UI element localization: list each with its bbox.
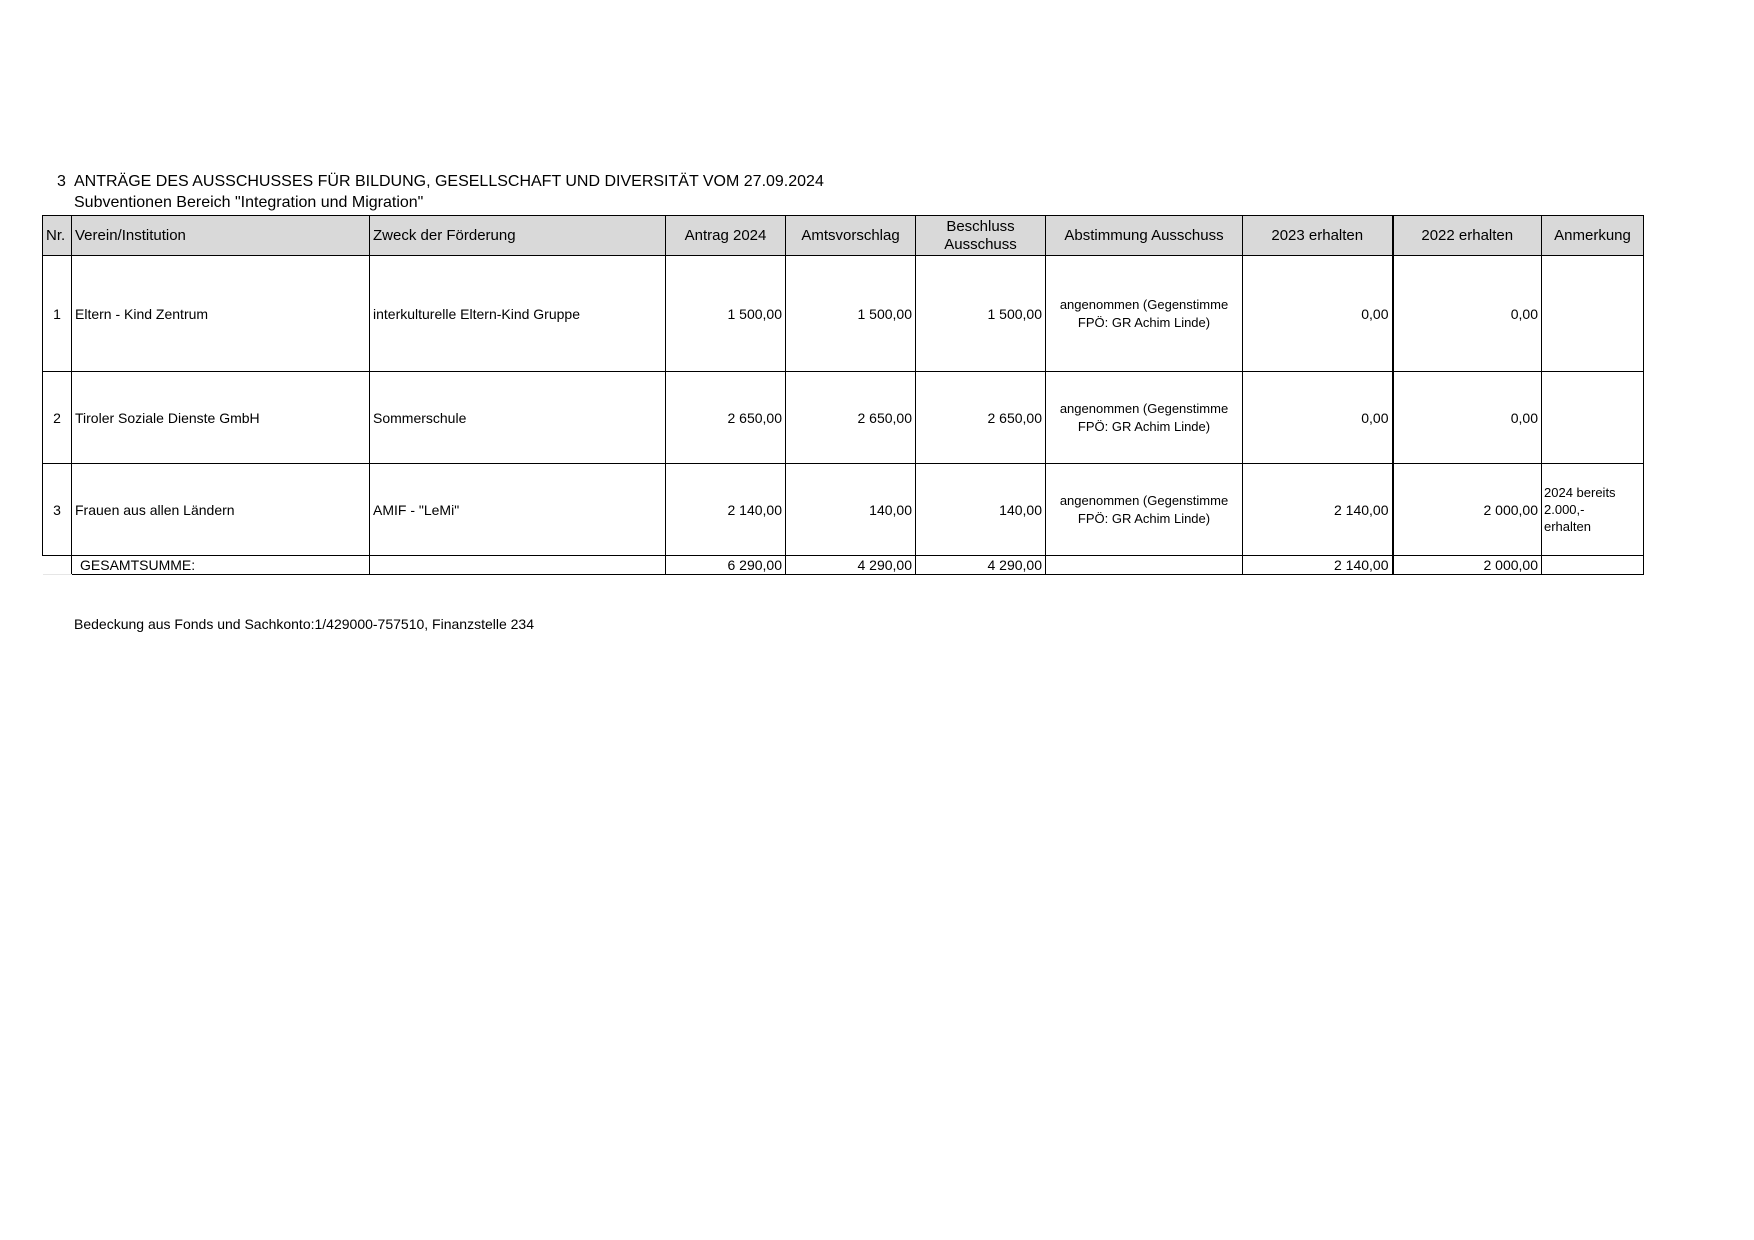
header-erhalten-2022: 2022 erhalten	[1393, 216, 1542, 256]
total-cell-zweck	[370, 556, 666, 575]
total-cell-anmerkung	[1542, 556, 1644, 575]
cell-anmerkung	[1542, 464, 1644, 556]
abstimmung-line1: angenommen (Gegenstimme	[1059, 492, 1229, 508]
cell-erhalten-2022: 0,00	[1393, 256, 1542, 372]
header-abstimmung: Abstimmung Ausschuss	[1046, 216, 1243, 256]
cell-amtsvorschlag: 1 500,00	[786, 256, 916, 372]
total-erhalten-2022: 2 000,00	[1393, 556, 1542, 575]
cell-nr: 1	[43, 256, 72, 372]
abstimmung-line2: FPÖ: GR Achim Linde)	[1077, 510, 1211, 526]
cell-abstimmung	[1046, 256, 1243, 372]
cell-amtsvorschlag: 140,00	[786, 464, 916, 556]
section-number: 3	[57, 173, 66, 190]
cell-antrag: 2 650,00	[666, 372, 786, 464]
cell-beschluss: 1 500,00	[916, 256, 1046, 372]
cell-erhalten-2023: 2 140,00	[1243, 464, 1393, 556]
total-amtsvorschlag: 4 290,00	[786, 556, 916, 575]
cell-nr: 2	[43, 372, 72, 464]
header-beschluss	[916, 216, 1046, 256]
cell-zweck: interkulturelle Eltern-Kind Gruppe	[370, 256, 666, 372]
coverage-note: Bedeckung aus Fonds und Sachkonto:1/429000-757510, Finanzstelle 234	[74, 616, 535, 632]
cell-antrag: 1 500,00	[666, 256, 786, 372]
cell-anmerkung	[1542, 256, 1644, 372]
header-antrag: Antrag 2024	[666, 216, 786, 256]
header-amtsvorschlag: Amtsvorschlag	[786, 216, 916, 256]
table-header-row	[43, 216, 1644, 256]
cell-zweck: Sommerschule	[370, 372, 666, 464]
header-anmerkung: Anmerkung	[1542, 216, 1644, 256]
header-verein: Verein/Institution	[72, 216, 370, 256]
cell-erhalten-2023: 0,00	[1243, 372, 1393, 464]
table-row	[43, 256, 1644, 372]
total-cell-nr	[43, 556, 72, 575]
subsidy-table	[42, 215, 1644, 575]
header-zweck: Zweck der Förderung	[370, 216, 666, 256]
section-subtitle: Subventionen Bereich "Integration und Migration"	[74, 194, 424, 211]
table-row	[43, 372, 1644, 464]
total-row	[43, 556, 1644, 575]
cell-verein: Frauen aus allen Ländern	[72, 464, 370, 556]
total-cell-abstimmung	[1046, 556, 1243, 575]
abstimmung-line2: FPÖ: GR Achim Linde)	[1077, 418, 1211, 434]
abstimmung-line1: angenommen (Gegenstimme	[1059, 296, 1229, 312]
cell-antrag: 2 140,00	[666, 464, 786, 556]
table-row	[43, 464, 1644, 556]
header-beschluss-line1: Beschluss	[946, 217, 1015, 235]
section-title: ANTRÄGE DES AUSSCHUSSES FÜR BILDUNG, GESELLSCHAFT UND DIVERSITÄT VOM 27.09.2024	[74, 173, 824, 190]
cell-beschluss: 2 650,00	[916, 372, 1046, 464]
cell-nr: 3	[43, 464, 72, 556]
abstimmung-line1: angenommen (Gegenstimme	[1059, 400, 1229, 416]
anmerkung-line1: 2024 bereits	[1544, 485, 1616, 500]
abstimmung-line2: FPÖ: GR Achim Linde)	[1077, 314, 1211, 330]
header-nr: Nr.	[43, 216, 72, 256]
header-erhalten-2023: 2023 erhalten	[1243, 216, 1393, 256]
total-beschluss: 4 290,00	[916, 556, 1046, 575]
cell-erhalten-2023: 0,00	[1243, 256, 1393, 372]
cell-abstimmung	[1046, 372, 1243, 464]
total-antrag: 6 290,00	[666, 556, 786, 575]
cell-beschluss: 140,00	[916, 464, 1046, 556]
header-beschluss-line2: Ausschuss	[944, 235, 1017, 253]
total-erhalten-2023: 2 140,00	[1243, 556, 1393, 575]
section-heading	[57, 173, 824, 191]
anmerkung-line3: erhalten	[1544, 519, 1591, 534]
cell-erhalten-2022: 0,00	[1393, 372, 1542, 464]
cell-verein: Eltern - Kind Zentrum	[72, 256, 370, 372]
total-label: GESAMTSUMME:	[72, 556, 370, 575]
cell-abstimmung	[1046, 464, 1243, 556]
anmerkung-line2: 2.000,-	[1544, 502, 1585, 517]
cell-verein: Tiroler Soziale Dienste GmbH	[72, 372, 370, 464]
cell-amtsvorschlag: 2 650,00	[786, 372, 916, 464]
cell-anmerkung	[1542, 372, 1644, 464]
cell-zweck: AMIF - "LeMi"	[370, 464, 666, 556]
cell-erhalten-2022: 2 000,00	[1393, 464, 1542, 556]
